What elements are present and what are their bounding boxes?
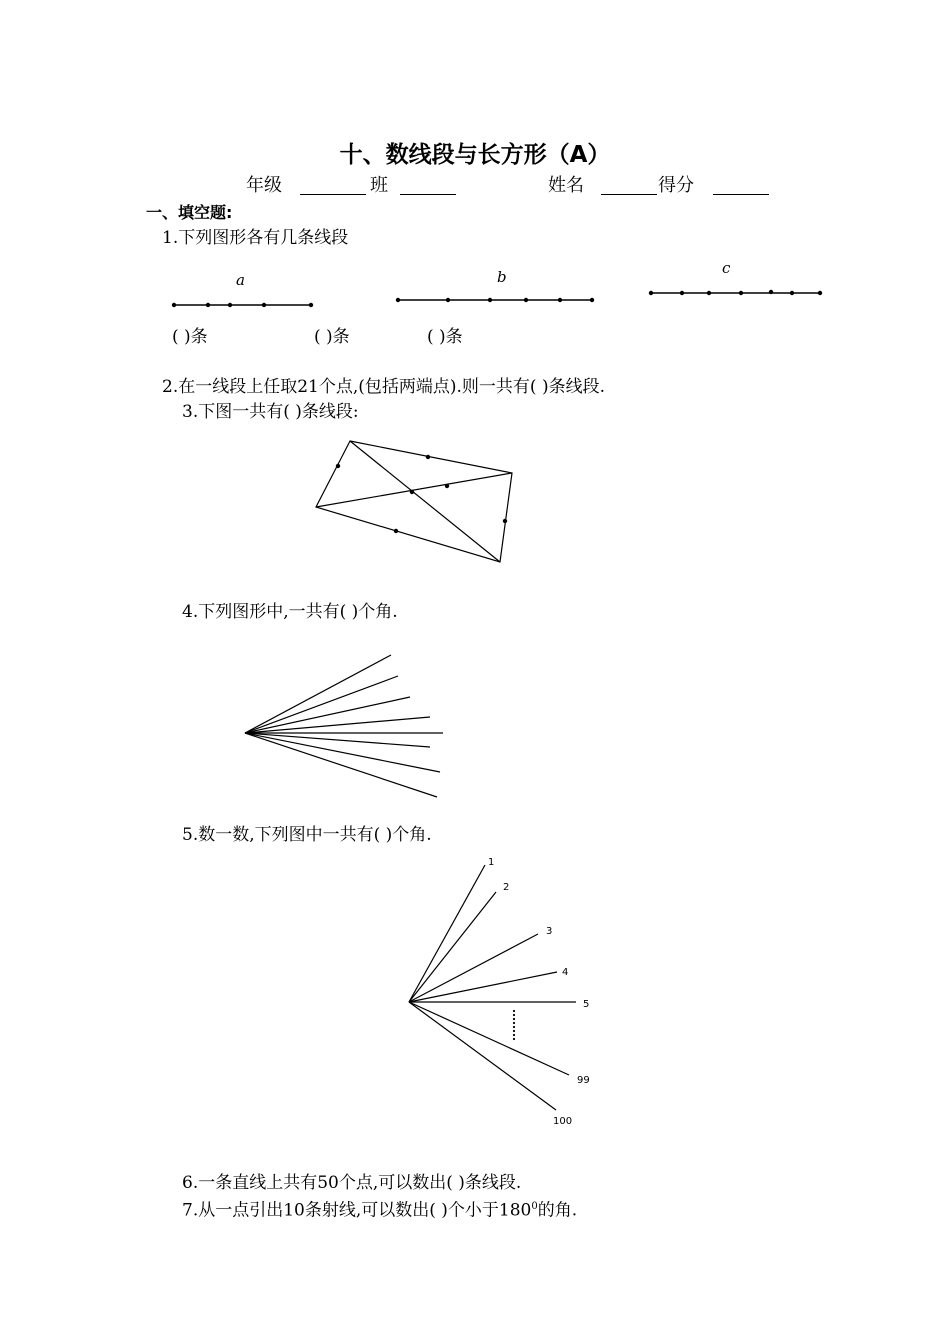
point — [206, 303, 210, 307]
point — [336, 464, 340, 468]
q5-rays — [409, 865, 576, 1110]
point — [558, 298, 562, 302]
ray — [245, 733, 437, 797]
ray-label-4: 4 — [562, 967, 569, 978]
section-heading: 一、填空题: — [146, 203, 233, 222]
point — [818, 291, 822, 295]
ray-label-1: 1 — [488, 857, 495, 868]
point — [172, 303, 176, 307]
answer-c: ( )条 — [427, 327, 463, 347]
figure-b-label: b — [497, 268, 507, 286]
point — [680, 291, 684, 295]
q5-ray-labels — [488, 857, 590, 1127]
question-1: 1.下列图形各有几条线段 — [162, 228, 349, 248]
ray — [245, 717, 430, 733]
q3-diagonal-1 — [350, 441, 500, 562]
point — [769, 290, 773, 294]
ray-label-2: 2 — [503, 882, 510, 893]
figure-a-label: a — [236, 271, 245, 289]
class-label: 班 — [370, 175, 388, 196]
point — [790, 291, 794, 295]
point — [396, 298, 400, 302]
ray — [245, 733, 440, 772]
ray — [245, 655, 391, 733]
ray-label-99: 99 — [577, 1075, 590, 1086]
ray-2 — [409, 892, 496, 1002]
question-4: 4.下列图形中,一共有( )个角. — [182, 602, 398, 622]
q4-rays — [245, 655, 443, 797]
score-label: 得分 — [658, 175, 694, 196]
question-7: 7.从一点引出10条射线,可以数出( )个小于$180^0$的角. — [182, 1200, 578, 1221]
page-title: 十、数线段与长方形（A） — [339, 142, 611, 168]
name-label: 姓名 — [548, 175, 584, 196]
point — [309, 303, 313, 307]
question-6: 6.一条直线上共有50个点,可以数出( )条线段. — [182, 1173, 522, 1193]
answer-a: ( )条 — [172, 327, 208, 347]
question-5: 5.数一数,下列图中一共有( )个角. — [182, 825, 432, 845]
point — [410, 490, 414, 494]
grade-label: 年级 — [246, 175, 282, 196]
point — [590, 298, 594, 302]
point — [488, 298, 492, 302]
ray-label-3: 3 — [546, 926, 553, 937]
q3-diagonal-2 — [316, 473, 512, 507]
point — [426, 455, 430, 459]
ray-100 — [409, 1002, 556, 1110]
point — [707, 291, 711, 295]
point — [649, 291, 653, 295]
ray-label-100: 100 — [553, 1116, 573, 1127]
point — [228, 303, 232, 307]
point — [739, 291, 743, 295]
question-3: 3.下图一共有( )条线段: — [182, 402, 359, 422]
q5-ellipsis — [513, 1010, 515, 1040]
q3-figure — [316, 441, 512, 562]
ray-99 — [409, 1002, 569, 1075]
point — [262, 303, 266, 307]
point — [524, 298, 528, 302]
figure-c-label: c — [722, 259, 731, 277]
answer-b: ( )条 — [314, 327, 350, 347]
question-2: 2.在一线段上任取21个点,(包括两端点).则一共有( )条线段. — [162, 377, 605, 397]
point — [503, 519, 507, 523]
ray — [245, 733, 430, 747]
ray-4 — [409, 972, 557, 1002]
point — [446, 298, 450, 302]
ray-label-5: 5 — [583, 999, 590, 1010]
point — [394, 529, 398, 533]
point — [445, 484, 449, 488]
